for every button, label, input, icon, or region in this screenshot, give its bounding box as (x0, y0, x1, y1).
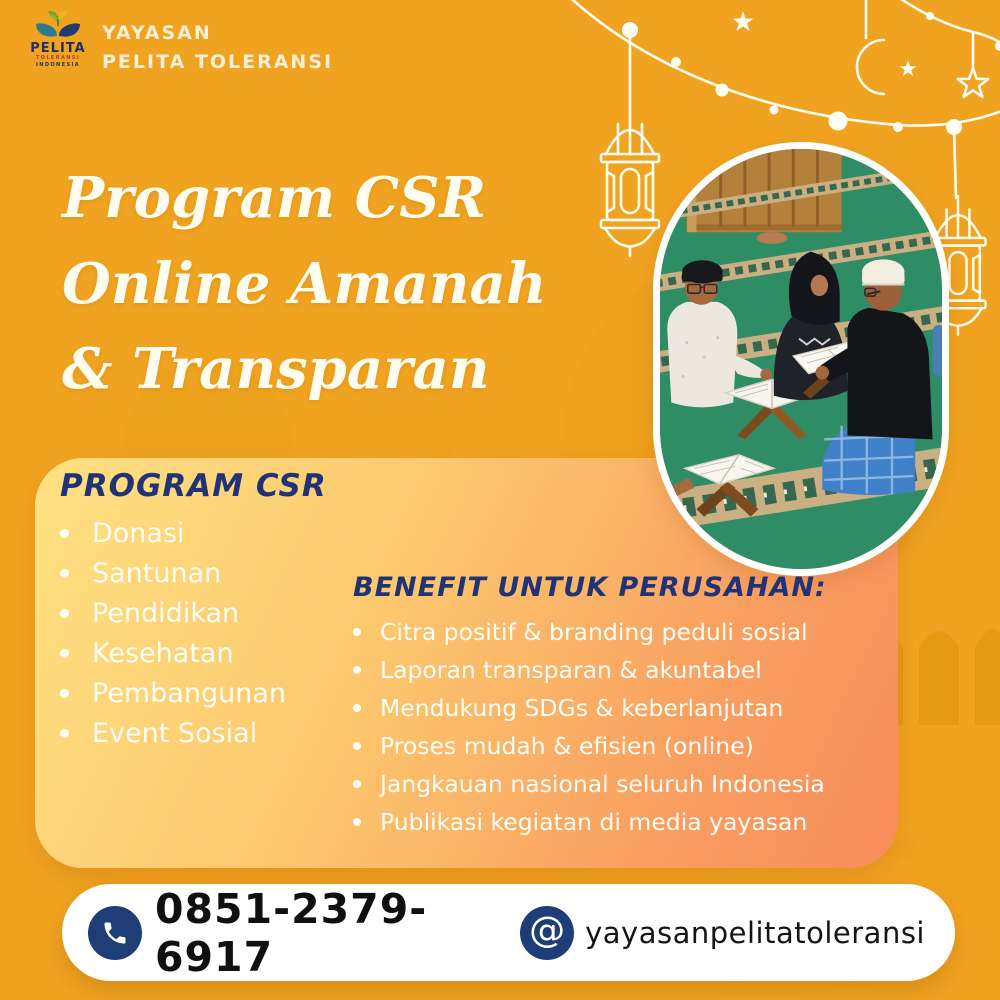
bullet-dot (60, 609, 69, 618)
list-item (353, 765, 898, 803)
list-item (60, 633, 327, 673)
program-section (60, 468, 327, 753)
bullet-dot (353, 818, 361, 826)
page-title (62, 156, 547, 413)
at-icon: @ (520, 906, 574, 960)
social-handle: yayasanpelitatoleransi (585, 915, 925, 950)
list-item (60, 593, 327, 633)
hands-plant-icon (32, 10, 84, 44)
list-item-label: Jangkauan nasional seluruh Indonesia (380, 770, 825, 798)
list-item-label: Mendukung SDGs & keberlanjutan (380, 694, 784, 722)
star-icon (733, 11, 754, 31)
list-item-label: Pembangunan (92, 677, 287, 709)
list-item-label: Publikasi kegiatan di media yayasan (380, 808, 808, 836)
star-icon (900, 60, 917, 76)
list-item (353, 803, 898, 841)
bullet-dot (353, 742, 361, 750)
list-item-label: Pendidikan (92, 597, 240, 629)
list-item (353, 727, 898, 765)
list-item-label: Proses mudah & efisien (online) (380, 732, 754, 760)
bullet-dot (353, 666, 361, 674)
list-item (353, 689, 898, 727)
program-heading: PROGRAM CSR (60, 468, 327, 504)
lantern-icon (601, 110, 659, 256)
bullet-dot (353, 704, 361, 712)
list-item-label: Donasi (92, 517, 185, 549)
garland-string (888, 0, 1000, 52)
phone-number: 0851-2379-6917 (155, 884, 428, 981)
program-list (60, 513, 327, 753)
list-item (353, 613, 898, 651)
title-line2: Online Amanah (62, 250, 547, 317)
phone-icon (88, 906, 142, 960)
bullet-dot (60, 649, 69, 658)
bullet-dot (60, 569, 69, 578)
organization-name-line2: PELITA TOLERANSI (102, 50, 334, 73)
list-item (60, 713, 327, 753)
list-item-label: Citra positif & branding peduli sosial (380, 618, 808, 646)
list-item (60, 673, 327, 713)
contact-bar (62, 884, 955, 981)
logo-subtext: INDONESIA (36, 61, 80, 68)
list-item-label: Event Sosial (92, 717, 258, 749)
bullet-dot (60, 729, 69, 738)
title-line1: Program CSR (62, 165, 487, 231)
crescent-moon-icon (857, 40, 884, 94)
header (26, 10, 333, 76)
social-contact (520, 906, 925, 960)
list-item (60, 513, 327, 553)
star-icon (958, 68, 988, 97)
logo-subtext: TOLERANSI (35, 55, 81, 61)
list-item (353, 651, 898, 689)
bullet-dot (60, 529, 69, 538)
title-line3: & Transparan (62, 336, 490, 403)
logo (26, 10, 90, 68)
logo-wordmark: PELITA (30, 41, 86, 56)
benefits-section (353, 572, 898, 841)
bullet-dot (353, 780, 361, 788)
bullet-dot (353, 628, 361, 636)
organization-name-line1: YAYASAN (102, 22, 212, 44)
benefits-list (353, 613, 898, 841)
phone-contact (88, 885, 520, 981)
photo-illustration (660, 149, 942, 569)
photo-quran-study (653, 142, 949, 576)
bullet-dot (60, 689, 69, 698)
organization-name (102, 19, 333, 76)
list-item-label: Santunan (92, 557, 222, 589)
list-item-label: Laporan transparan & akuntabel (380, 656, 762, 684)
list-item-label: Kesehatan (92, 637, 234, 669)
benefits-heading: BENEFIT UNTUK PERUSAHAN: (353, 572, 827, 603)
list-item (60, 553, 327, 593)
